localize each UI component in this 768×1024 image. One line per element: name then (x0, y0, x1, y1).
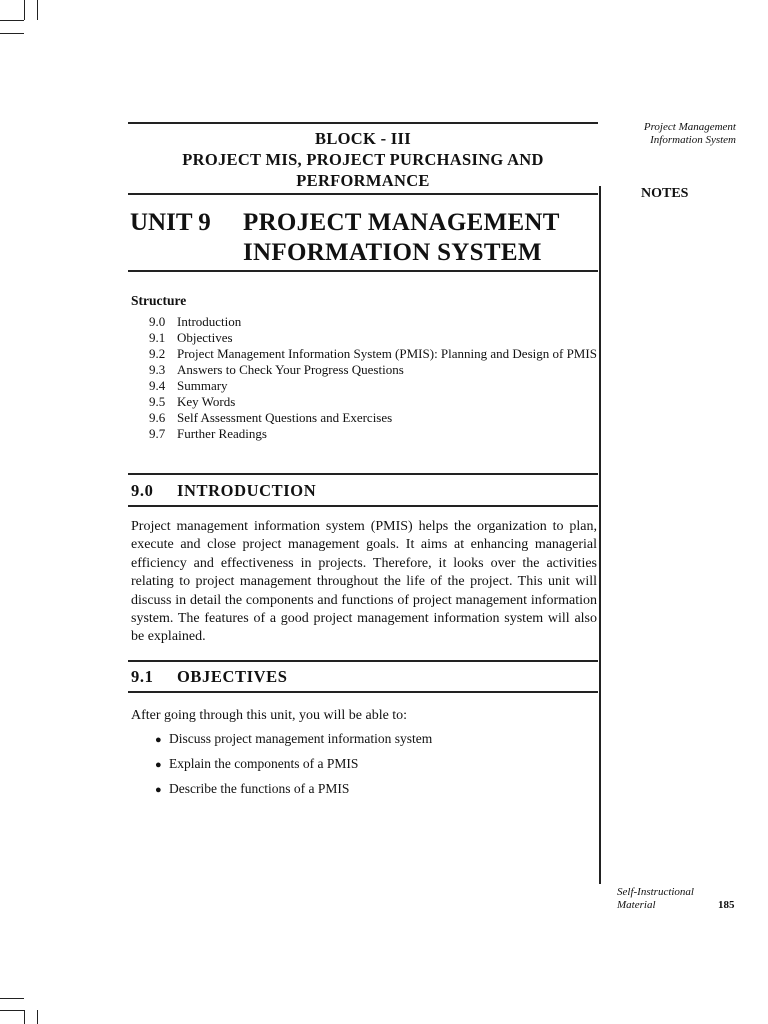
crop-mark-bottom-left-v2 (37, 1010, 38, 1024)
crop-mark-bottom-left-v (24, 1010, 25, 1024)
bullet-icon: ● (155, 784, 162, 796)
bullet-icon: ● (155, 759, 162, 771)
structure-list (149, 314, 599, 442)
toc-item-9-5: 9.5 Key Words (149, 394, 236, 409)
toc-item-9-1: 9.1 Objectives (149, 330, 233, 345)
intro-paragraph: Project management information system (PMIS) helps the organization to plan, execute and close project management goals. It aims at enhancing managerial efficiency and effectiveness in projects. Therefore, it looks over the activities relating to project management throughout the life of the project. This unit will discuss in detail the components and functions of project management information system. The features of a good project management information system will also be explained. (131, 519, 597, 645)
block-subtitle-line1: PROJECT MIS, PROJECT PURCHASING AND (182, 150, 544, 169)
running-head-line1: Project Management (643, 121, 736, 133)
footer-label (617, 886, 694, 912)
toc-item-9-3: 9.3 Answers to Check Your Progress Questions (149, 362, 404, 377)
objective-item: ● Describe the functions of a PMIS (155, 777, 432, 802)
objectives-top-rule (128, 660, 598, 662)
unit-number: UNIT 9 (130, 209, 211, 236)
objectives-lead: After going through this unit, you will be able to: (131, 708, 408, 723)
footer-line2: Material (617, 899, 656, 911)
objectives-heading-number: 9.1 (131, 667, 154, 686)
crop-mark-top-left-v (24, 0, 25, 20)
toc-item-9-2: 9.2 Project Management Information System (PMIS): Planning and Design of PMIS (149, 346, 597, 361)
running-head (644, 121, 736, 147)
block-top-rule (128, 122, 598, 124)
block-label: BLOCK - III (315, 129, 411, 148)
unit-title (243, 208, 560, 268)
toc-item-9-7: 9.7 Further Readings (149, 426, 267, 441)
intro-heading-text: INTRODUCTION (177, 481, 317, 500)
intro-heading-number: 9.0 (131, 481, 154, 500)
unit-bottom-rule (128, 270, 598, 272)
notes-label: NOTES (641, 186, 689, 201)
toc-item-9-0: 9.0 Introduction (149, 314, 242, 329)
bullet-icon: ● (155, 734, 162, 746)
running-head-line2: Information System (650, 134, 736, 146)
toc-item-9-6: 9.6 Self Assessment Questions and Exercises (149, 410, 393, 425)
crop-mark-top-left-h (0, 20, 24, 21)
objectives-list (155, 727, 432, 802)
margin-rule (599, 186, 601, 884)
intro-bottom-rule (128, 505, 598, 507)
block-bottom-rule (128, 193, 598, 195)
objectives-bottom-rule (128, 691, 598, 693)
objectives-heading-text: OBJECTIVES (177, 667, 288, 686)
page-number: 185 (718, 899, 735, 911)
crop-mark-top-left-h2 (0, 33, 24, 34)
unit-title-line2: INFORMATION SYSTEM (243, 239, 542, 266)
crop-mark-bottom-left-h2 (0, 1010, 24, 1011)
structure-heading: Structure (131, 293, 187, 308)
objective-item: ● Explain the components of a PMIS (155, 752, 432, 777)
block-subtitle-line2: PERFORMANCE (296, 171, 430, 190)
objective-item: ● Discuss project management information system (155, 727, 432, 752)
intro-heading (131, 481, 316, 501)
crop-mark-bottom-left-h (0, 998, 24, 999)
objectives-heading (131, 667, 288, 687)
unit-title-line1: PROJECT MANAGEMENT (243, 209, 560, 236)
intro-top-rule (128, 473, 598, 475)
footer-line1: Self-Instructional (617, 886, 694, 898)
crop-mark-top-left-v2 (37, 0, 38, 20)
block-title (128, 128, 598, 191)
toc-item-9-4: 9.4 Summary (149, 378, 228, 393)
